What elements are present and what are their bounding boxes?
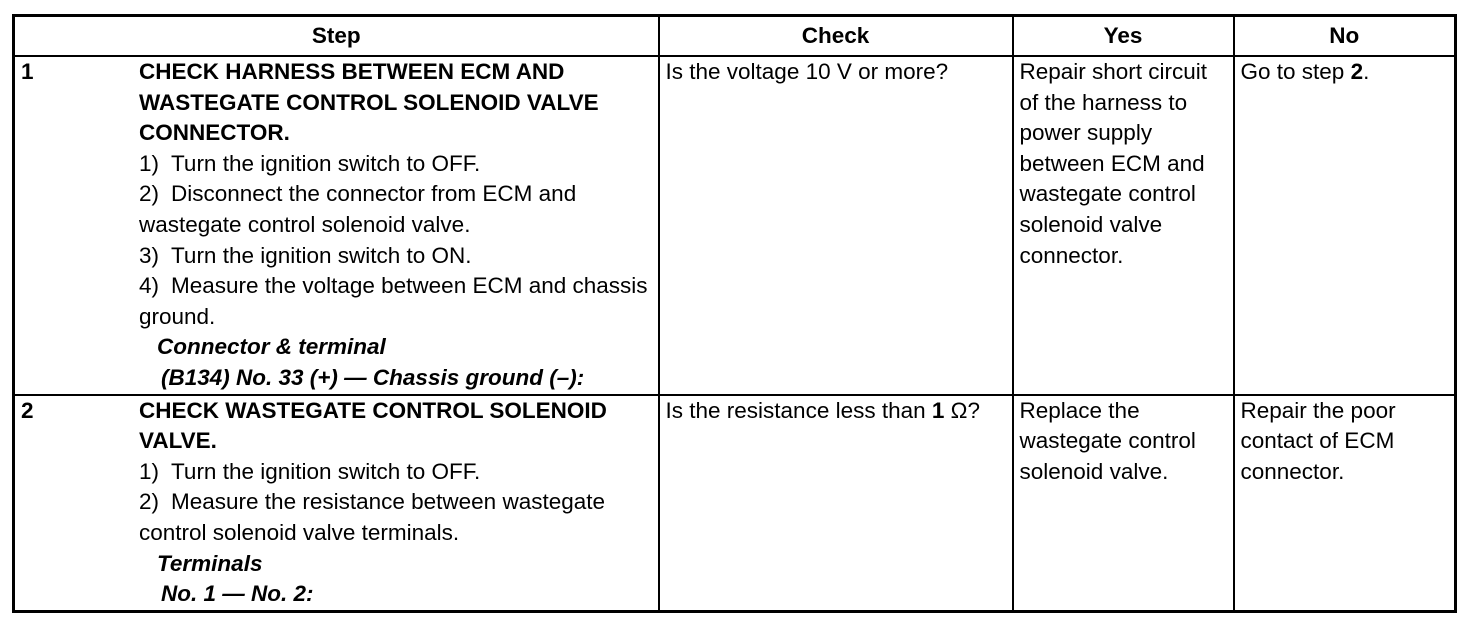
yes-cell: Repair short circuit of the harness to power supply between ECM and wastegate control solenoid valve connector. [1013, 56, 1234, 395]
substep: 2) Disconnect the connector from ECM and wastegate control solenoid valve. [139, 181, 577, 237]
check-cell: Is the resistance less than 1 Ω? [659, 395, 1013, 612]
substep: 3) Turn the ignition switch to ON. [139, 242, 472, 268]
diagnostic-table [12, 14, 1457, 613]
substep: 1) Turn the ignition switch to OFF. [139, 150, 481, 176]
header-no: No [1234, 16, 1456, 57]
step-link: 2 [1350, 59, 1364, 84]
header-step: Step [14, 16, 659, 57]
yes-cell: Replace the wastegate control solenoid valve. [1013, 395, 1234, 612]
spec-heading: Terminals [157, 550, 263, 576]
substep: 1) Turn the ignition switch to OFF. [139, 458, 481, 484]
table-row [14, 395, 1456, 612]
step-number: 1 [21, 59, 34, 84]
table-row [14, 56, 1456, 395]
no-cell: Repair the poor contact of ECM connector. [1234, 395, 1456, 612]
substep: 2) Measure the resistance between wastegate control solenoid valve terminals. [139, 489, 606, 545]
header-check: Check [659, 16, 1013, 57]
spec-value: (B134) No. 33 (+) — Chassis ground (–): [161, 364, 585, 390]
spec-heading: Connector & terminal [157, 334, 386, 360]
step-number: 2 [21, 397, 34, 423]
spec-value: No. 1 — No. 2: [161, 581, 314, 607]
step-cell [14, 56, 659, 395]
check-cell: Is the voltage 10 V or more? [659, 56, 1013, 395]
step-cell [14, 395, 659, 612]
step-title: CHECK HARNESS BETWEEN ECM AND WASTEGATE CONTROL SOLENOID VALVE CONNECTOR. [139, 59, 599, 146]
header-yes: Yes [1013, 16, 1234, 57]
step-title: CHECK WASTEGATE CONTROL SOLENOID VALVE. [139, 397, 607, 454]
header-row [14, 16, 1456, 57]
substep: 4) Measure the voltage between ECM and chassis ground. [139, 273, 648, 329]
no-cell: Go to step 2. [1234, 56, 1456, 395]
